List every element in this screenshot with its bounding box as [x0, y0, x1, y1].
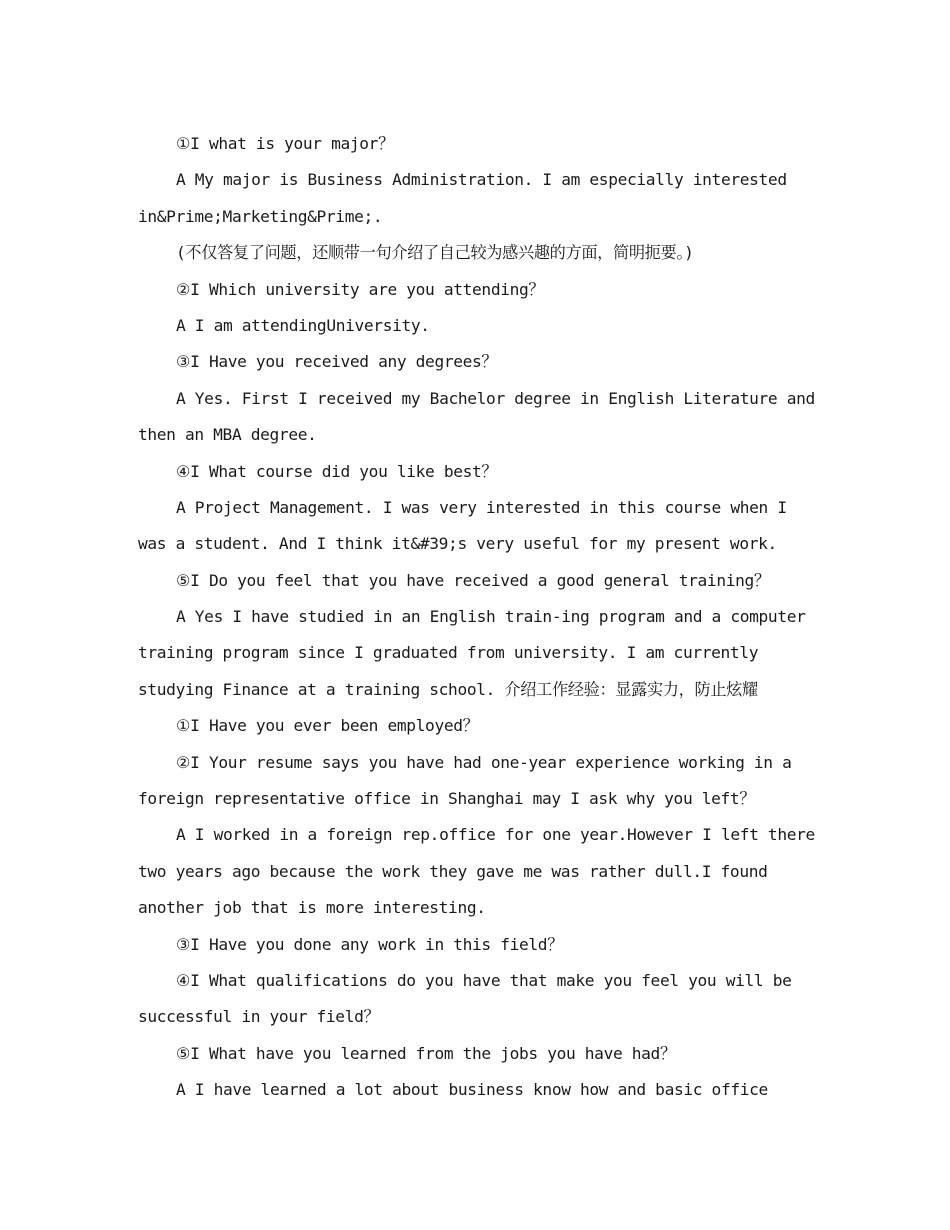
text-line: ④I What qualifications do you have that make you feel you will be: [176, 970, 792, 990]
text-line: another job that is more interesting.: [138, 898, 486, 918]
text-line: ①I what is your major？: [176, 134, 394, 153]
text-line: in&Prime;Marketing&Prime;.: [138, 206, 383, 226]
text-line: training program since I graduated from university. I am currently: [138, 643, 759, 663]
text-line: A Yes I have studied in an English train-ing program and a computer: [176, 607, 806, 627]
text-line: two years ago because the work they gave me was rather dull.I found: [138, 861, 768, 881]
text-line: ③I Have you received any degrees？: [176, 352, 498, 372]
text-line: A I worked in a foreign rep.office for one year.However I left there: [176, 825, 815, 845]
document-body: [138, 126, 828, 1109]
text-line: was a student. And I think it&#39;s very useful for my present work.: [138, 534, 777, 554]
text-line: ②I Which university are you attending？: [176, 279, 545, 299]
text-line: ④I What course did you like best？: [176, 461, 498, 481]
text-line: A I have learned a lot about business know how and basic office: [176, 1080, 768, 1100]
text-line: then an MBA degree.: [138, 425, 317, 445]
text-line: A Yes. First I received my Bachelor degree in English Literature and: [176, 388, 815, 408]
text-line: (不仅答复了问题，还顺带一句介绍了自己较为感兴趣的方面，简明扼要。): [176, 243, 694, 263]
text-line: ③I Have you done any work in this field？: [176, 934, 564, 954]
text-line: A I am attendingUniversity.: [176, 315, 430, 335]
text-line: ⑤I What have you learned from the jobs you have had？: [176, 1043, 676, 1063]
text-line: A My major is Business Administration. I am especially interested: [176, 170, 787, 190]
text-line: studying Finance at a training school. 介绍工作经验：显露实力，防止炫耀: [138, 679, 758, 699]
text-line: A Project Management. I was very interested in this course when I: [176, 497, 787, 517]
text-line: ⑤I Do you feel that you have received a good general training？: [176, 570, 770, 590]
text-line: ②I Your resume says you have had one-year experience working in a: [176, 752, 792, 772]
text-line: successful in your field？: [138, 1007, 380, 1027]
text-line: ①I Have you ever been employed？: [176, 716, 479, 736]
text-line: foreign representative office in Shanghai may I ask why you left？: [138, 789, 756, 809]
